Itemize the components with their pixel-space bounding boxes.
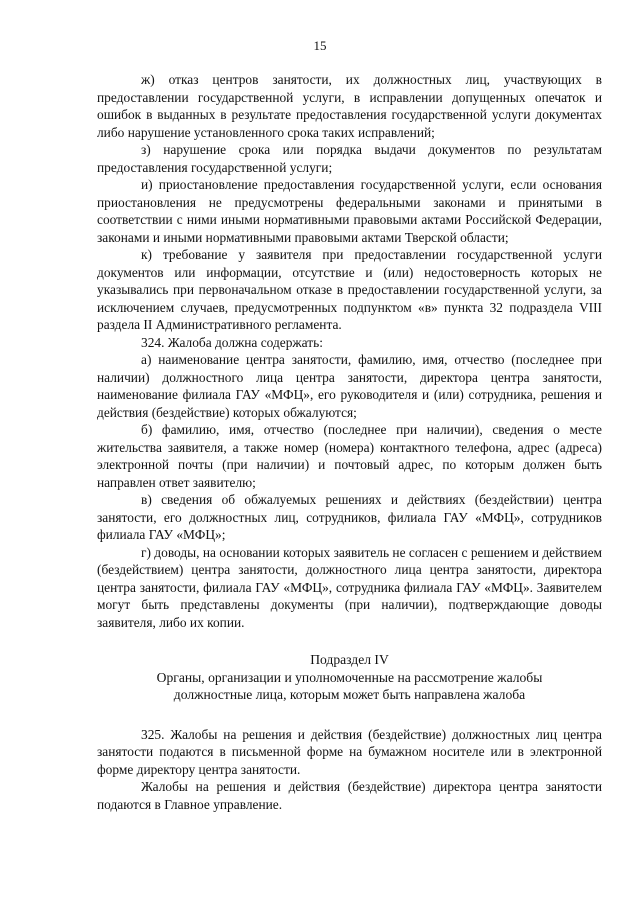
subsection-title-line-2: должностные лица, которым может быть направлена жалоба — [173, 687, 526, 702]
paragraph-324-v: в) сведения об обжалуемых решениях и действиях (бездействии) центра занятости, его должностных лиц, сотрудников, филиала ГАУ «МФЦ», сотрудников филиала ГАУ «МФЦ»; — [97, 492, 602, 542]
document-body — [97, 71, 602, 813]
paragraph-324: 324. Жалоба должна содержать: — [141, 334, 323, 350]
paragraph-z: з) нарушение срока или порядка выдачи документов по результатам предоставления государственной услуги; — [97, 142, 602, 175]
page-number: 15 — [313, 38, 327, 53]
paragraph-325: 325. Жалобы на решения и действия (бездействие) должностных лиц центра занятости подаются в письменной форме на бумажном носителе или в электронной форме директору центра занятости. — [97, 726, 602, 777]
paragraph-324-g: г) доводы, на основании которых заявитель не согласен с решением и действием (бездействием) центра занятости, должностного лица центра занятости, директора центра занятости, филиала ГАУ «МФЦ», сотрудника филиала ГАУ «МФЦ». Заявителем могут быть представлены документы (при наличии), подтверждающие доводы заявителя, либо их копии. — [97, 544, 602, 630]
paragraph-324-a: а) наименование центра занятости, фамилию, имя, отчество (последнее при наличии) должностного лица центра занятости, директора центра занятости, наименование филиала ГАУ «МФЦ», его руководителя и (или) сотрудника, решения и действия (бездействие) которых обжалуются; — [97, 352, 602, 420]
paragraph-325-continued: Жалобы на решения и действия (бездействие) директора центра занятости подаются в Главное управление. — [97, 779, 602, 812]
subsection-label: Подраздел IV — [310, 652, 389, 667]
paragraph-zh: ж) отказ центров занятости, их должностных лиц, участвующих в предоставлении государственной услуги, в исправлении допущенных опечаток и ошибок в выданных в результате предоставления государственной услуги документах либо нарушение установленного срока таких исправлений; — [97, 72, 602, 140]
subsection-title-line-1: Органы, организации и уполномоченные на рассмотрение жалобы — [156, 669, 543, 685]
paragraph-i: и) приостановление предоставления государственной услуги, если основания приостановления не предусмотрены федеральными законами и принятыми в соответствии с ними иными нормативными правовыми актами Российской Федерации, законами и иными нормативными правовыми актами Тверской области; — [97, 177, 602, 245]
paragraph-k: к) требование у заявителя при предоставлении государственной услуги документов или информации, отсутствие и (или) недостоверность которых не указывались при первоначальном отказе в предоставлении государственной услуги, за исключением случаев, предусмотренных подпунктом «в» пункта 32 подраздела VIII раздела II Административного регламента. — [97, 247, 602, 332]
paragraph-324-b: б) фамилию, имя, отчество (последнее при наличии), сведения о месте жительства заявителя, а также номер (номера) контактного телефона, адрес (адреса) электронной почты (при наличии) и почтовый адрес, по которым должен быть направлен ответ заявителю; — [97, 422, 602, 490]
